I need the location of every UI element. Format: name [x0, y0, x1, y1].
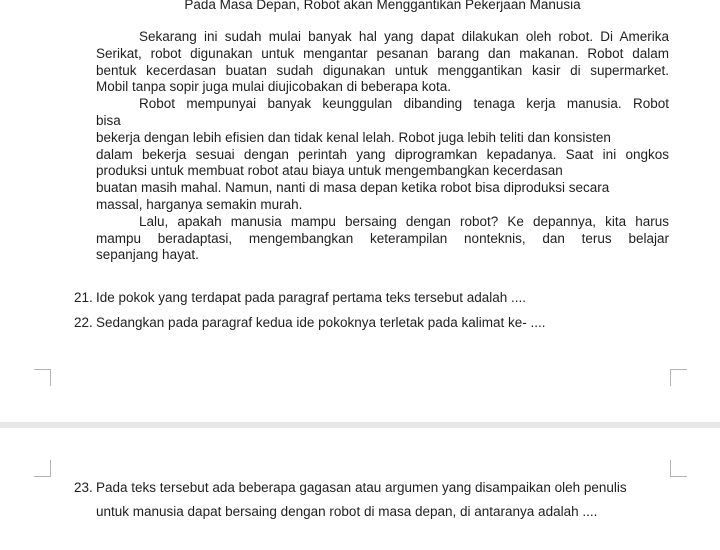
document-title: Pada Masa Depan, Robot akan Menggantikan Pekerjaan Manusia [184, 0, 581, 12]
passage-line: mampu beradaptasi, mengembangkan keterampilan nonteknis, dan terus belajar [96, 230, 669, 246]
question-text: Sedangkan pada paragraf kedua ide pokoknya terletak pada kalimat ke- .... [96, 315, 546, 330]
passage-line: bentuk kecerdasan buatan sudah digunakan untuk menggantikan kasir di supermarket. [96, 62, 669, 78]
passage-line: bekerja dengan lebih efisien dan tidak kenal lelah. Robot juga lebih teliti dan konsisten [96, 129, 611, 145]
passage-line: Robot mempunyai banyak keunggulan dibanding tenaga kerja manusia. Robot [139, 96, 669, 112]
passage-line: dalam bekerja sesuai dengan perintah yang diprogramkan kepadanya. Saat ini ongkos [96, 146, 669, 162]
page-margin-marker-bottom-left [34, 369, 51, 386]
question-22 [74, 314, 674, 331]
page-margin-marker-top-right [670, 460, 687, 477]
passage-line: Lalu, apakah manusia mampu bersaing dengan robot? Ke depannya, kita harus [139, 213, 669, 229]
page-margin-marker-top-left [34, 460, 51, 477]
question-text-line-1: Pada teks tersebut ada beberapa gagasan atau argumen yang disampaikan oleh penulis [96, 480, 627, 495]
passage-line: sepanjang hayat. [96, 247, 199, 263]
page-margin-marker-bottom-right [670, 369, 687, 386]
question-21 [74, 289, 674, 306]
passage-line: produksi untuk membuat robot atau biaya untuk mengembangkan kecerdasan [96, 163, 563, 179]
reading-passage [96, 29, 669, 264]
passage-line: Mobil tanpa sopir juga mulai diujicobakan di beberapa kota. [96, 79, 451, 95]
passage-line: Sekarang ini sudah mulai banyak hal yang dapat dilakukan oleh robot. Di Amerika [139, 29, 669, 44]
passage-line: Serikat, robot digunakan untuk mengantar pesanan barang dan makanan. Robot dalam [96, 45, 669, 61]
question-number: 22. [74, 315, 93, 330]
question-text: Ide pokok yang terdapat pada paragraf pertama teks tersebut adalah .... [96, 290, 527, 305]
passage-line: buatan masih mahal. Namun, nanti di masa depan ketika robot bisa diproduksi secara [96, 180, 610, 196]
question-23 [74, 479, 674, 520]
question-number: 21. [74, 290, 93, 305]
question-number: 23. [74, 480, 93, 495]
question-text-line-2: untuk manusia dapat bersaing dengan robot di masa depan, di antaranya adalah .... [96, 504, 598, 519]
passage-line: bisa [96, 112, 121, 128]
passage-line: massal, harganya semakin murah. [96, 196, 303, 212]
question-text [96, 479, 674, 520]
